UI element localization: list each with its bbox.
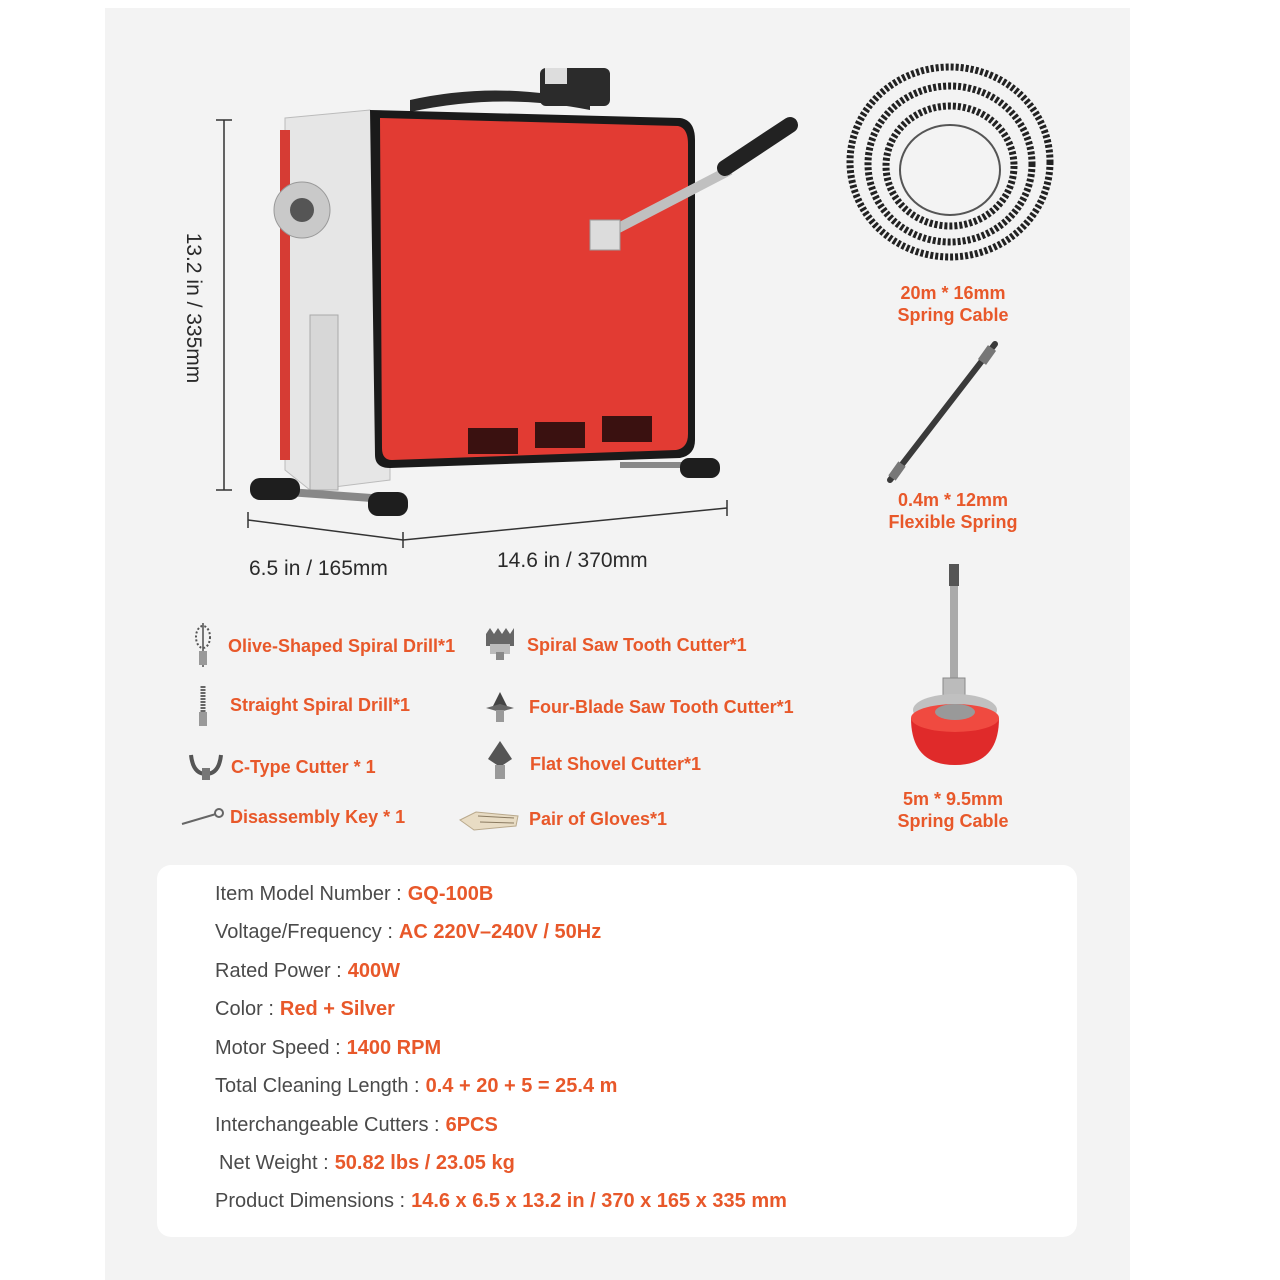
four-blade-cutter-icon (484, 692, 516, 724)
spec-row-model: Item Model Number : GQ-100B (215, 883, 494, 905)
spec-row-power: Rated Power : 400W (215, 960, 400, 982)
spec-row-cleaning-length: Total Cleaning Length : 0.4 + 20 + 5 = 25.4 m (215, 1075, 618, 1097)
spec-row-cutters: Interchangeable Cutters : 6PCS (215, 1114, 498, 1136)
disassembly-key-icon (180, 808, 226, 828)
accessory-c-type-cutter: C-Type Cutter * 1 (231, 757, 376, 777)
accessory-straight-spiral-drill: Straight Spiral Drill*1 (230, 695, 411, 715)
height-dimension-line (214, 118, 234, 493)
accessory-disassembly-key: Disassembly Key * 1 (230, 807, 406, 827)
component-caption-1: 20m * 16mm Spring Cable (897, 283, 1009, 325)
accessory-gloves: Pair of Gloves*1 (529, 809, 668, 829)
accessory-spiral-saw-tooth-cutter: Spiral Saw Tooth Cutter*1 (527, 635, 747, 655)
spec-row-voltage: Voltage/Frequency : AC 220V–240V / 50Hz (215, 921, 602, 943)
accessory-olive-spiral-drill: Olive-Shaped Spiral Drill*1 (228, 636, 456, 656)
spec-row-net-weight: Net Weight : 50.82 lbs / 23.05 kg (219, 1152, 515, 1174)
spiral-saw-tooth-cutter-icon (484, 626, 516, 662)
drain-cleaner-machine-image (240, 60, 810, 530)
base-dimension-lines (245, 495, 735, 555)
drum-spring-cable-icon (905, 560, 1005, 775)
accessory-flat-shovel-cutter: Flat Shovel Cutter*1 (530, 754, 702, 774)
gloves-icon (458, 808, 520, 832)
straight-spiral-drill-icon (195, 686, 211, 728)
flexible-spring-icon (880, 338, 1010, 488)
spec-row-motor-speed: Motor Speed : 1400 RPM (215, 1037, 442, 1059)
width-dimension-label: 14.6 in / 370mm (497, 549, 648, 572)
spring-cable-coil-icon (845, 60, 1055, 265)
spec-row-color: Color : Red + Silver (215, 998, 395, 1020)
flat-shovel-cutter-icon (486, 741, 514, 781)
component-caption-2: 0.4m * 12mm Flexible Spring (888, 490, 1018, 532)
spec-row-dimensions: Product Dimensions : 14.6 x 6.5 x 13.2 in / 370 x 165 x 335 mm (215, 1190, 787, 1212)
component-caption-3: 5m * 9.5mm Spring Cable (897, 789, 1009, 831)
c-type-cutter-icon (188, 752, 224, 782)
height-dimension-label: 13.2 in / 335mm (182, 232, 205, 384)
depth-dimension-label: 6.5 in / 165mm (249, 557, 388, 580)
accessory-four-blade-cutter: Four-Blade Saw Tooth Cutter*1 (529, 697, 794, 717)
olive-spiral-drill-icon (192, 623, 214, 669)
